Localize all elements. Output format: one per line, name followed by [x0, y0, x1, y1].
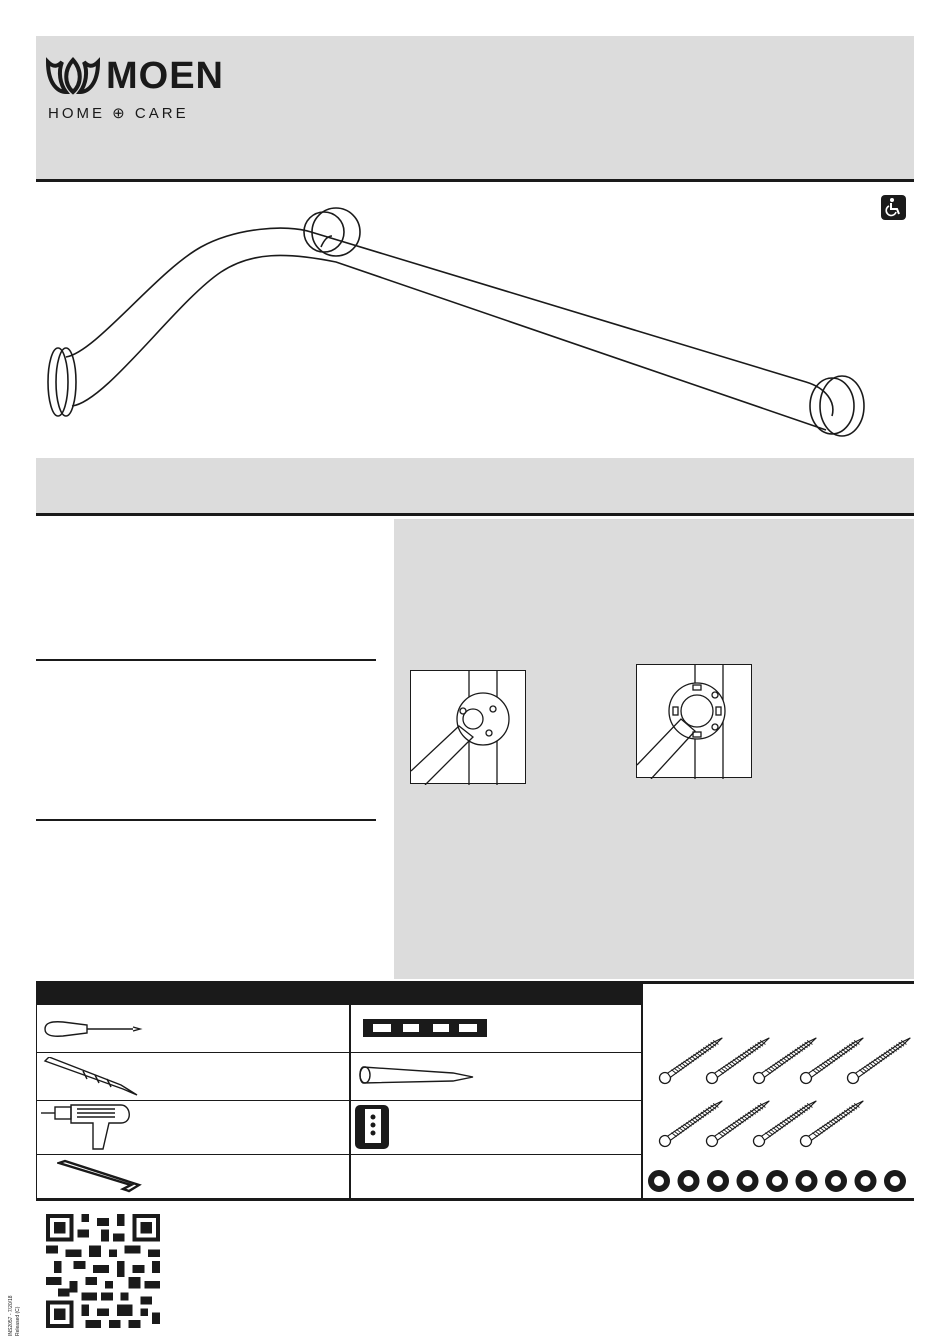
- moen-lotus-icon: [44, 56, 102, 96]
- moen-logo: [44, 54, 244, 144]
- flange-detail-diagram: [410, 670, 526, 784]
- qr-code[interactable]: [46, 1214, 160, 1328]
- level-icon: [363, 1019, 487, 1037]
- document-code: [0, 1295, 40, 1344]
- brand-tagline: HOME ⊕ CARE: [48, 105, 189, 122]
- grab-bar-illustration: [36, 192, 876, 454]
- stud-finder-icon: [355, 1103, 389, 1151]
- tool-cell-stud-finder: [350, 1101, 642, 1155]
- tools-grid: [36, 1005, 642, 1201]
- screwdriver-icon: [43, 1017, 143, 1041]
- tool-cell-drill-bit: [36, 1053, 350, 1101]
- left-column: [36, 519, 376, 979]
- tool-cell-pencil: [350, 1053, 642, 1101]
- drill-bit-icon: [43, 1057, 143, 1097]
- drill-icon: [41, 1103, 137, 1153]
- washer-icon: [769, 1173, 785, 1189]
- washer-icon: [651, 1173, 667, 1189]
- washer-icon: [858, 1173, 874, 1189]
- header-band: [36, 36, 914, 182]
- pencil-icon: [357, 1063, 477, 1087]
- divider-line: [36, 659, 376, 661]
- tools-header-bar: [36, 981, 642, 1005]
- brand-name: MOEN: [106, 55, 224, 97]
- flange-mount-diagram: [636, 664, 752, 778]
- wheelchair-icon: [881, 195, 906, 220]
- washer-icon: [681, 1173, 697, 1189]
- tool-cell-hex-key: [36, 1155, 350, 1201]
- section-band: [36, 458, 914, 516]
- washer-icon: [828, 1173, 844, 1189]
- divider-line: [36, 819, 376, 821]
- washer-icon: [799, 1173, 815, 1189]
- tool-cell-drill: [36, 1101, 350, 1155]
- installation-panel: [394, 519, 914, 979]
- washer-icon: [710, 1173, 726, 1189]
- tool-cell-screwdriver: [36, 1005, 350, 1053]
- tool-cell-level: [350, 1005, 642, 1053]
- document-code-line1: INS2057 - 7/20/18: [8, 1295, 14, 1336]
- tool-cell-empty: [350, 1155, 642, 1201]
- washer-icon: [887, 1173, 903, 1189]
- hardware-illustration: [643, 984, 915, 1204]
- hardware-contents: [642, 981, 914, 1201]
- washer-icon: [740, 1173, 756, 1189]
- hex-key-icon: [57, 1159, 143, 1193]
- document-code-line2: Released (C): [15, 1306, 21, 1336]
